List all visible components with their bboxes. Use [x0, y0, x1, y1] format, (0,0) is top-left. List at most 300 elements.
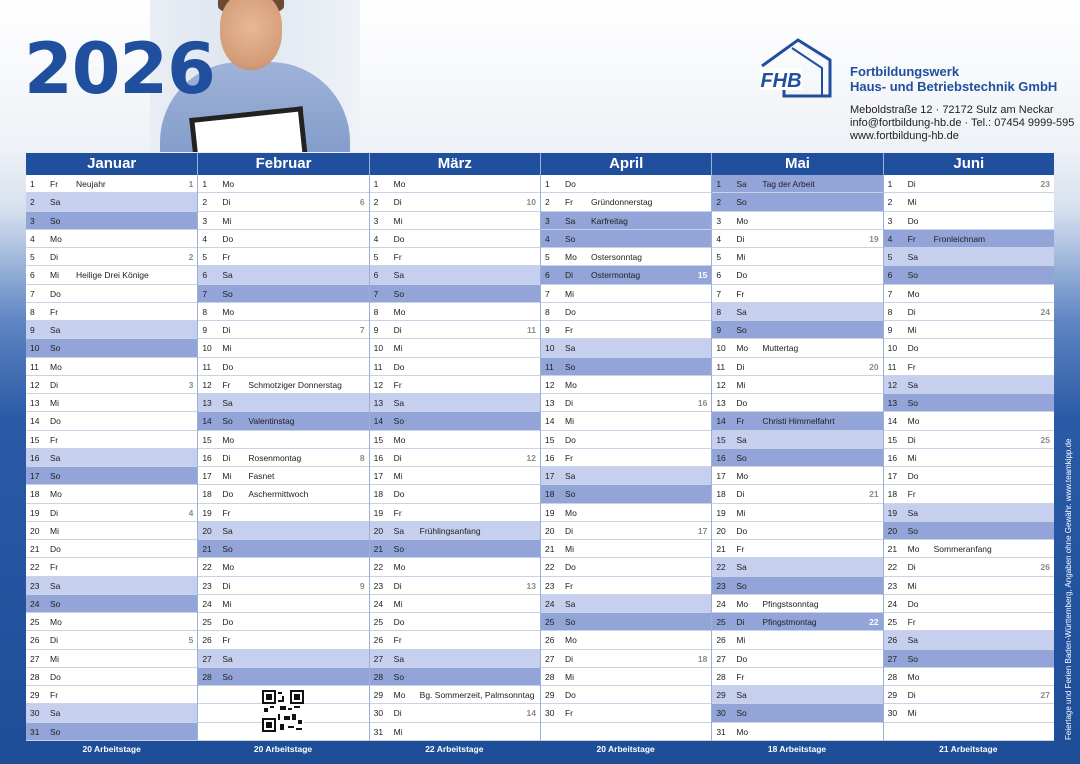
- day-number: 28: [202, 671, 212, 682]
- day-number: 8: [887, 306, 893, 317]
- day-number: 4: [30, 233, 35, 244]
- day-row[interactable]: [198, 175, 368, 193]
- weekday-label: Di: [50, 507, 59, 518]
- day-row[interactable]: [541, 668, 711, 686]
- day-row[interactable]: [198, 650, 368, 668]
- company-line1: Fortbildungswerk: [850, 64, 960, 79]
- day-row[interactable]: [884, 303, 1054, 321]
- day-row[interactable]: [712, 449, 882, 467]
- day-number: 17: [716, 471, 726, 481]
- weekday-label: Sa: [736, 690, 747, 700]
- day-row[interactable]: [198, 595, 368, 613]
- day-row[interactable]: [26, 321, 197, 339]
- weekday-label: Mi: [564, 671, 574, 682]
- day-row[interactable]: [26, 723, 197, 741]
- day-row[interactable]: [712, 613, 882, 631]
- weekday-label: Di: [564, 398, 574, 408]
- day-row[interactable]: [884, 686, 1054, 704]
- day-row[interactable]: [712, 558, 882, 576]
- day-row[interactable]: [712, 193, 882, 211]
- week-number: 19: [869, 233, 879, 244]
- day-number: 6: [887, 270, 893, 281]
- day-row[interactable]: [712, 504, 882, 522]
- month-header: Juni: [884, 153, 1054, 175]
- day-row[interactable]: [884, 467, 1054, 485]
- day-row[interactable]: [541, 540, 711, 558]
- day-row[interactable]: [198, 485, 368, 503]
- day-number: 27: [30, 653, 40, 664]
- day-row[interactable]: [26, 485, 197, 503]
- day-row[interactable]: [370, 212, 540, 230]
- day-row[interactable]: [26, 285, 197, 303]
- day-number: 1: [30, 179, 35, 189]
- day-row[interactable]: [541, 266, 711, 284]
- day-row[interactable]: [370, 449, 540, 467]
- day-row[interactable]: [370, 376, 540, 394]
- day-row[interactable]: [541, 449, 711, 467]
- day-row[interactable]: [26, 412, 197, 430]
- day-row[interactable]: [712, 723, 882, 741]
- day-row[interactable]: [884, 522, 1054, 540]
- day-number: 23: [373, 580, 384, 591]
- weekday-label: Mo: [907, 416, 920, 427]
- day-row[interactable]: [198, 285, 368, 303]
- weekday-label: Mi: [907, 708, 917, 719]
- weekday-label: Mo: [907, 288, 920, 299]
- day-row[interactable]: [26, 595, 197, 613]
- day-row[interactable]: [541, 212, 711, 230]
- day-row[interactable]: [26, 358, 197, 376]
- day-row[interactable]: [370, 193, 540, 211]
- weekday-label: Sa: [736, 434, 747, 445]
- day-row[interactable]: [884, 558, 1054, 576]
- day-row[interactable]: [370, 613, 540, 631]
- day-row[interactable]: [370, 504, 540, 522]
- day-row[interactable]: [198, 193, 368, 211]
- weekday-label: Sa: [50, 708, 61, 719]
- day-row[interactable]: [884, 394, 1054, 412]
- day-row[interactable]: [541, 412, 711, 430]
- day-row[interactable]: [198, 212, 368, 230]
- day-row[interactable]: [26, 212, 197, 230]
- weekday-label: Mo: [50, 617, 62, 627]
- day-number: 6: [30, 270, 35, 281]
- day-number: 21: [202, 544, 212, 554]
- day-row[interactable]: [198, 668, 368, 686]
- day-number: 13: [373, 398, 384, 408]
- day-number: 5: [202, 252, 208, 262]
- company-logo: [758, 38, 832, 98]
- day-number: 11: [30, 361, 39, 372]
- weekday-label: Mo: [50, 489, 62, 500]
- weekday-label: Fr: [50, 690, 59, 700]
- holiday-label: Bg. Sommerzeit, Palmsonntag: [419, 690, 535, 700]
- weekday-label: Do: [222, 617, 234, 627]
- day-row[interactable]: [26, 704, 197, 722]
- weekday-label: Sa: [222, 525, 233, 536]
- day-row[interactable]: [712, 230, 882, 248]
- day-row[interactable]: [26, 613, 197, 631]
- day-number: 22: [887, 562, 898, 573]
- weekday-label: Di: [907, 690, 916, 700]
- holiday-label: Neujahr: [76, 179, 106, 189]
- day-row[interactable]: [198, 339, 368, 357]
- day-row[interactable]: [26, 558, 197, 576]
- day-row[interactable]: [884, 613, 1054, 631]
- day-row[interactable]: [541, 595, 711, 613]
- week-number: 3: [188, 379, 194, 390]
- day-row[interactable]: [884, 412, 1054, 430]
- day-row[interactable]: [26, 631, 197, 649]
- day-row[interactable]: [198, 504, 368, 522]
- day-row[interactable]: [712, 394, 882, 412]
- address-contact[interactable]: info@fortbildung-hb.de · Tel.: 07454 9999-595: [850, 117, 1075, 129]
- weekday-label: So: [222, 288, 233, 299]
- day-row[interactable]: [370, 303, 540, 321]
- day-row[interactable]: [884, 577, 1054, 595]
- weekday-label: Do: [50, 544, 61, 554]
- day-row[interactable]: [26, 248, 197, 266]
- day-row[interactable]: [370, 631, 540, 649]
- weekday-label: Mo: [564, 379, 577, 390]
- day-number: 2: [202, 197, 208, 208]
- day-row[interactable]: [541, 339, 711, 357]
- day-row[interactable]: [541, 230, 711, 248]
- day-row[interactable]: [198, 376, 368, 394]
- day-row[interactable]: [26, 504, 197, 522]
- day-row[interactable]: [541, 613, 711, 631]
- day-row[interactable]: [370, 230, 540, 248]
- day-row[interactable]: [884, 504, 1054, 522]
- day-row[interactable]: [370, 285, 540, 303]
- day-number: 15: [716, 434, 726, 445]
- day-row[interactable]: [370, 266, 540, 284]
- day-row[interactable]: [541, 577, 711, 595]
- day-number: 14: [30, 416, 40, 427]
- holiday-label: Frühlingsanfang: [419, 525, 481, 536]
- day-row[interactable]: [884, 248, 1054, 266]
- day-number: 24: [373, 598, 384, 609]
- day-row[interactable]: [26, 522, 197, 540]
- weekday-label: Di: [393, 325, 402, 335]
- day-row[interactable]: [884, 431, 1054, 449]
- day-row[interactable]: [541, 467, 711, 485]
- day-row[interactable]: [712, 686, 882, 704]
- day-row[interactable]: [370, 175, 540, 193]
- day-row[interactable]: [712, 467, 882, 485]
- weekday-label: Sa: [50, 197, 61, 208]
- photo-face: [220, 0, 282, 70]
- day-row[interactable]: [712, 212, 882, 230]
- day-number: 1: [887, 179, 893, 189]
- day-row[interactable]: [370, 704, 540, 722]
- day-row[interactable]: [198, 248, 368, 266]
- day-row[interactable]: [884, 540, 1054, 558]
- day-row[interactable]: [26, 303, 197, 321]
- day-row[interactable]: [541, 193, 711, 211]
- day-row[interactable]: [712, 175, 882, 193]
- weekday-label: Sa: [907, 635, 919, 646]
- day-row[interactable]: [712, 266, 882, 284]
- week-number: 15: [697, 270, 708, 281]
- day-row[interactable]: [712, 522, 882, 540]
- day-row[interactable]: [884, 631, 1054, 649]
- day-row[interactable]: [370, 650, 540, 668]
- day-number: 2: [716, 197, 722, 208]
- weekday-label: Mi: [564, 544, 574, 554]
- day-number: 25: [716, 617, 726, 627]
- day-row[interactable]: [370, 321, 540, 339]
- day-row[interactable]: [370, 467, 540, 485]
- day-row[interactable]: [712, 540, 882, 558]
- weekday-label: Mo: [393, 562, 406, 573]
- day-row[interactable]: [26, 686, 197, 704]
- day-row[interactable]: [198, 321, 368, 339]
- day-row[interactable]: [370, 248, 540, 266]
- week-number: 9: [359, 580, 365, 591]
- weekday-label: Do: [564, 306, 576, 317]
- day-row[interactable]: [884, 285, 1054, 303]
- day-row[interactable]: [712, 412, 882, 430]
- day-row[interactable]: [370, 485, 540, 503]
- day-row[interactable]: [541, 285, 711, 303]
- weekday-label: So: [564, 489, 576, 500]
- day-row[interactable]: [370, 412, 540, 430]
- day-row[interactable]: [370, 723, 540, 741]
- day-number: 28: [716, 671, 726, 682]
- day-row[interactable]: [541, 704, 711, 722]
- day-row[interactable]: [541, 522, 711, 540]
- day-row[interactable]: [541, 175, 711, 193]
- day-row[interactable]: [370, 522, 540, 540]
- day-row[interactable]: [370, 686, 540, 704]
- weekday-label: Mo: [393, 306, 406, 317]
- weekday-label: Do: [50, 288, 61, 299]
- day-row[interactable]: [26, 431, 197, 449]
- day-row[interactable]: [26, 540, 197, 558]
- day-row[interactable]: [712, 668, 882, 686]
- day-row[interactable]: [541, 650, 711, 668]
- day-number: 8: [30, 306, 35, 317]
- week-number: 10: [526, 197, 536, 208]
- month-mai: [711, 153, 882, 741]
- qr-code-icon[interactable]: [262, 690, 304, 732]
- day-row[interactable]: [712, 704, 882, 722]
- day-row[interactable]: [198, 303, 368, 321]
- day-row[interactable]: [26, 193, 197, 211]
- day-row[interactable]: [198, 577, 368, 595]
- day-row[interactable]: [198, 230, 368, 248]
- day-row[interactable]: [884, 376, 1054, 394]
- day-row[interactable]: [541, 376, 711, 394]
- day-row[interactable]: [541, 248, 711, 266]
- day-row[interactable]: [26, 376, 197, 394]
- week-number: 7: [359, 325, 365, 335]
- day-row[interactable]: [884, 212, 1054, 230]
- day-row[interactable]: [712, 650, 882, 668]
- weekday-label: So: [564, 233, 576, 244]
- day-row[interactable]: [884, 193, 1054, 211]
- day-row[interactable]: [712, 285, 882, 303]
- weekday-label: Sa: [564, 471, 576, 481]
- day-row[interactable]: [26, 668, 197, 686]
- day-row[interactable]: [712, 321, 882, 339]
- day-row[interactable]: [884, 175, 1054, 193]
- day-row[interactable]: [712, 577, 882, 595]
- day-row[interactable]: [712, 248, 882, 266]
- weekday-label: Di: [907, 179, 916, 189]
- day-row[interactable]: [884, 595, 1054, 613]
- day-row[interactable]: [370, 595, 540, 613]
- day-row[interactable]: [370, 668, 540, 686]
- day-row[interactable]: [541, 358, 711, 376]
- week-number: 22: [869, 617, 879, 627]
- day-row[interactable]: [198, 412, 368, 430]
- day-number: 26: [373, 635, 384, 646]
- day-number: 3: [887, 215, 893, 226]
- weekday-label: Mi: [564, 416, 574, 427]
- day-row[interactable]: [884, 704, 1054, 722]
- day-row[interactable]: [541, 321, 711, 339]
- weekday-label: So: [50, 343, 61, 354]
- day-row[interactable]: [712, 631, 882, 649]
- day-row[interactable]: [884, 358, 1054, 376]
- day-row[interactable]: [884, 321, 1054, 339]
- workdays-count: 21 Arbeitstage: [939, 744, 998, 754]
- day-row[interactable]: [26, 577, 197, 595]
- day-number: 6: [716, 270, 722, 281]
- weekday-label: Mi: [393, 726, 403, 737]
- day-number: 10: [544, 343, 555, 354]
- day-row[interactable]: [884, 650, 1054, 668]
- day-row[interactable]: [370, 540, 540, 558]
- day-row[interactable]: [370, 358, 540, 376]
- weekday-label: Fr: [50, 306, 59, 317]
- weekday-label: So: [222, 416, 233, 427]
- weekday-label: Di: [393, 708, 402, 719]
- day-row[interactable]: [198, 540, 368, 558]
- week-number: 18: [697, 653, 708, 664]
- day-row[interactable]: [198, 431, 368, 449]
- day-row[interactable]: [541, 303, 711, 321]
- day-row[interactable]: [370, 394, 540, 412]
- day-row[interactable]: [26, 449, 197, 467]
- day-number: 29: [887, 690, 898, 700]
- day-row[interactable]: [198, 631, 368, 649]
- day-number: 23: [30, 580, 40, 591]
- weekday-label: Di: [50, 252, 59, 262]
- day-row[interactable]: [26, 175, 197, 193]
- day-row[interactable]: [198, 613, 368, 631]
- day-row[interactable]: [712, 376, 882, 394]
- day-number: 31: [373, 726, 384, 737]
- day-row[interactable]: [370, 558, 540, 576]
- day-row[interactable]: [712, 339, 882, 357]
- day-row[interactable]: [198, 558, 368, 576]
- weekday-label: Do: [736, 398, 748, 408]
- day-number: 23: [716, 580, 726, 591]
- weekday-label: Sa: [393, 270, 405, 281]
- day-row[interactable]: [541, 504, 711, 522]
- weekday-label: Sa: [564, 343, 576, 354]
- weekday-label: Do: [393, 489, 405, 500]
- day-row[interactable]: [541, 394, 711, 412]
- day-row[interactable]: [712, 431, 882, 449]
- day-row[interactable]: [541, 558, 711, 576]
- weekday-label: Mo: [907, 671, 920, 682]
- day-row[interactable]: [26, 266, 197, 284]
- day-row[interactable]: [26, 650, 197, 668]
- day-number: 2: [373, 197, 379, 208]
- day-row[interactable]: [884, 339, 1054, 357]
- day-row[interactable]: [198, 522, 368, 540]
- weekday-label: So: [393, 544, 405, 554]
- day-row[interactable]: [541, 485, 711, 503]
- day-number: 29: [373, 690, 384, 700]
- weekday-label: Di: [736, 489, 745, 500]
- day-row[interactable]: [712, 485, 882, 503]
- day-row[interactable]: [884, 668, 1054, 686]
- day-number: 8: [544, 306, 550, 317]
- day-row[interactable]: [884, 230, 1054, 248]
- month-juni: [883, 153, 1054, 741]
- day-row[interactable]: [198, 266, 368, 284]
- day-row[interactable]: [884, 449, 1054, 467]
- day-number: 21: [544, 544, 555, 554]
- day-row[interactable]: [541, 686, 711, 704]
- day-row[interactable]: [712, 303, 882, 321]
- day-row[interactable]: [541, 631, 711, 649]
- day-row[interactable]: [26, 230, 197, 248]
- weekday-label: Sa: [736, 562, 747, 573]
- day-number: 7: [30, 288, 35, 299]
- empty-day: [884, 723, 1054, 741]
- day-row[interactable]: [712, 358, 882, 376]
- weekday-label: So: [736, 452, 747, 463]
- day-row[interactable]: [198, 449, 368, 467]
- weekday-label: Mo: [222, 434, 235, 445]
- weekday-label: Fr: [564, 197, 574, 208]
- day-row[interactable]: [198, 467, 368, 485]
- day-row[interactable]: [884, 485, 1054, 503]
- day-row[interactable]: [712, 595, 882, 613]
- weekday-label: Sa: [564, 215, 576, 226]
- weekday-label: Fr: [222, 507, 231, 518]
- weekday-label: So: [393, 416, 405, 427]
- day-row[interactable]: [370, 431, 540, 449]
- day-row[interactable]: [541, 431, 711, 449]
- day-row[interactable]: [370, 339, 540, 357]
- day-number: 13: [30, 398, 40, 408]
- day-row[interactable]: [370, 577, 540, 595]
- day-row[interactable]: [26, 467, 197, 485]
- day-number: 18: [30, 489, 40, 500]
- weekday-label: Do: [907, 598, 919, 609]
- day-number: 18: [202, 489, 212, 500]
- address-web[interactable]: www.fortbildung-hb.de: [850, 130, 959, 142]
- day-row[interactable]: [26, 339, 197, 357]
- day-number: 27: [373, 653, 384, 664]
- weekday-label: Do: [907, 343, 919, 354]
- week-number: 14: [526, 708, 536, 719]
- day-row[interactable]: [198, 358, 368, 376]
- day-row[interactable]: [884, 266, 1054, 284]
- day-row[interactable]: [198, 394, 368, 412]
- day-number: 4: [716, 233, 722, 244]
- weekday-label: Do: [222, 361, 234, 372]
- year-title: 2026: [24, 28, 215, 110]
- day-row[interactable]: [26, 394, 197, 412]
